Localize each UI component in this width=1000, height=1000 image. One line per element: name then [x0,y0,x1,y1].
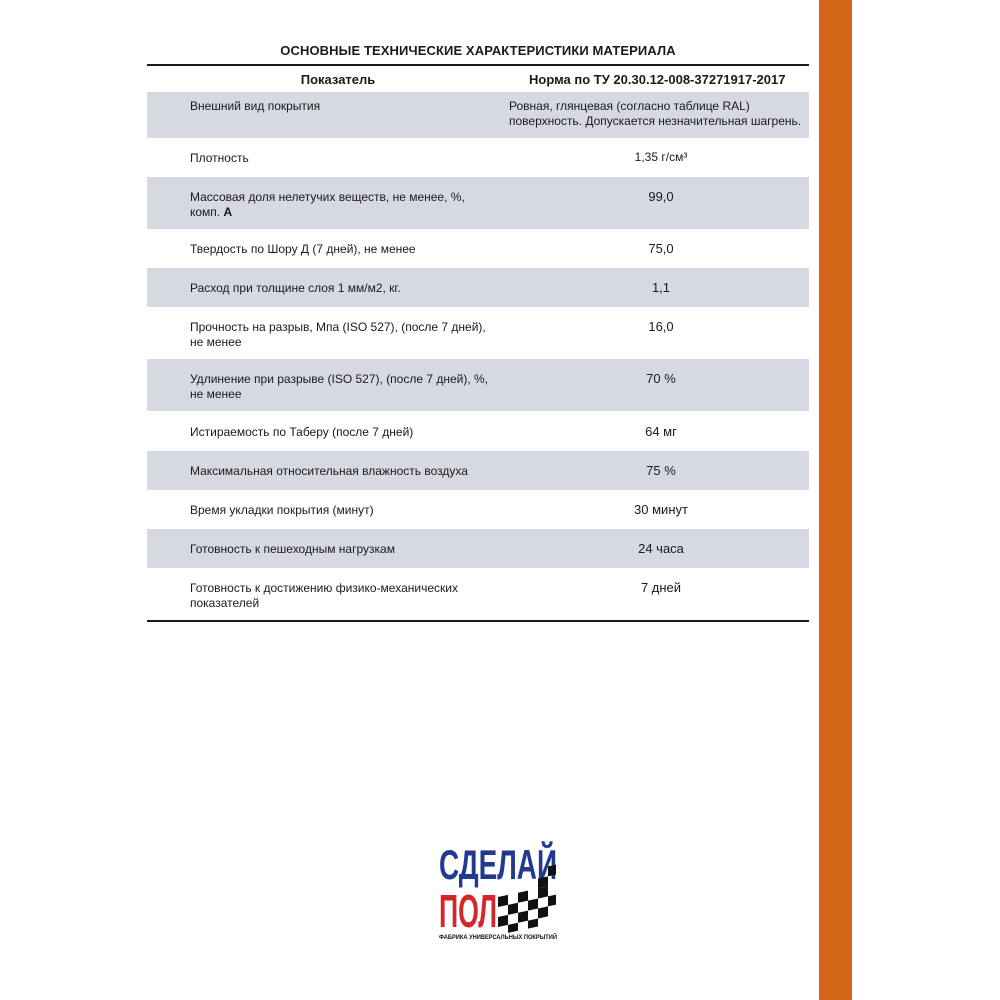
table-row [147,568,809,620]
table-header-row [147,66,809,92]
document-title: ОСНОВНЫЕ ТЕХНИЧЕСКИЕ ХАРАКТЕРИСТИКИ МАТЕРИАЛА [280,43,676,58]
row-value: 75,0 [648,241,674,256]
header-norm: Норма по ТУ 20.30.12-008-37271917-2017 [529,72,786,87]
table-row [147,307,809,359]
logo-word-sdelay: СДЕЛАЙ [439,841,617,888]
row-parameter: Внешний вид покрытия [190,99,321,113]
row-parameter: Готовность к пешеходным нагрузкам [190,542,395,556]
row-parameter: Максимальная относительная влажность воздуха [190,464,468,478]
row-value: 30 минут [634,502,688,517]
row-value-line: Ровная, глянцевая (согласно таблице RAL) [509,99,750,113]
row-parameter: Твердость по Шору Д (7 дней), не менее [190,242,416,256]
row-value: 1,1 [651,280,671,295]
logo-word-pol: ПОЛ [439,885,497,937]
row-value: 70 % [646,371,676,386]
brand-logo-graphic [438,833,617,945]
row-value: 7 дней [640,580,682,595]
table-row [147,411,809,451]
row-value-line: поверхность. Допускается незначительная шагрень. [509,114,802,128]
table-row [147,529,809,568]
row-value: 99,0 [648,189,674,204]
row-value: 64 мг [645,424,677,439]
row-value: 75 % [646,463,676,478]
row-parameter-text: комп. [190,205,221,219]
row-value: 24 часа [638,541,684,556]
row-value [509,99,809,129]
row-parameter-line: Прочность на разрыв, Мпа (ISO 527), (после 7 дней), [190,320,486,334]
row-parameter-line: Массовая доля нелетучих веществ, не менее, %, [190,190,465,204]
row-parameter: Расход при толщине слоя 1 мм/м2, кг. [190,281,401,295]
table-row [147,229,809,268]
row-parameter-line [190,205,510,220]
table-row [147,359,809,411]
table-row [147,138,809,177]
brand-logo [438,833,617,945]
row-parameter: Время укладки покрытия (минут) [190,503,374,517]
row-parameter-line: показателей [190,596,260,610]
table-row [147,490,809,529]
row-parameter [190,190,510,220]
logo-tagline: ФАБРИКА УНИВЕРСАЛЬНЫХ ПОКРЫТИЙ [439,935,563,941]
table-row [147,92,809,138]
row-parameter: Плотность [190,151,249,165]
table-row [147,177,809,229]
row-parameter-line: не менее [190,335,242,349]
component-letter: А [223,205,233,219]
row-parameter-line: не менее [190,387,242,401]
header-parameter: Показатель [300,72,376,87]
row-parameter [190,581,510,611]
row-parameter-line: Готовность к достижению физико-механических [190,581,458,595]
row-parameter: Истираемость по Таберу (после 7 дней) [190,425,414,439]
row-value: 1,35 г/см³ [634,150,688,164]
table-bottom-rule [147,620,809,622]
row-parameter [190,320,510,350]
row-parameter [190,372,510,402]
row-parameter-line: Удлинение при разрыве (ISO 527), (после 7 дней), %, [190,372,489,386]
table-row [147,268,809,307]
orange-side-stripe [819,0,852,1000]
row-value: 16,0 [648,319,674,334]
table-row [147,451,809,490]
